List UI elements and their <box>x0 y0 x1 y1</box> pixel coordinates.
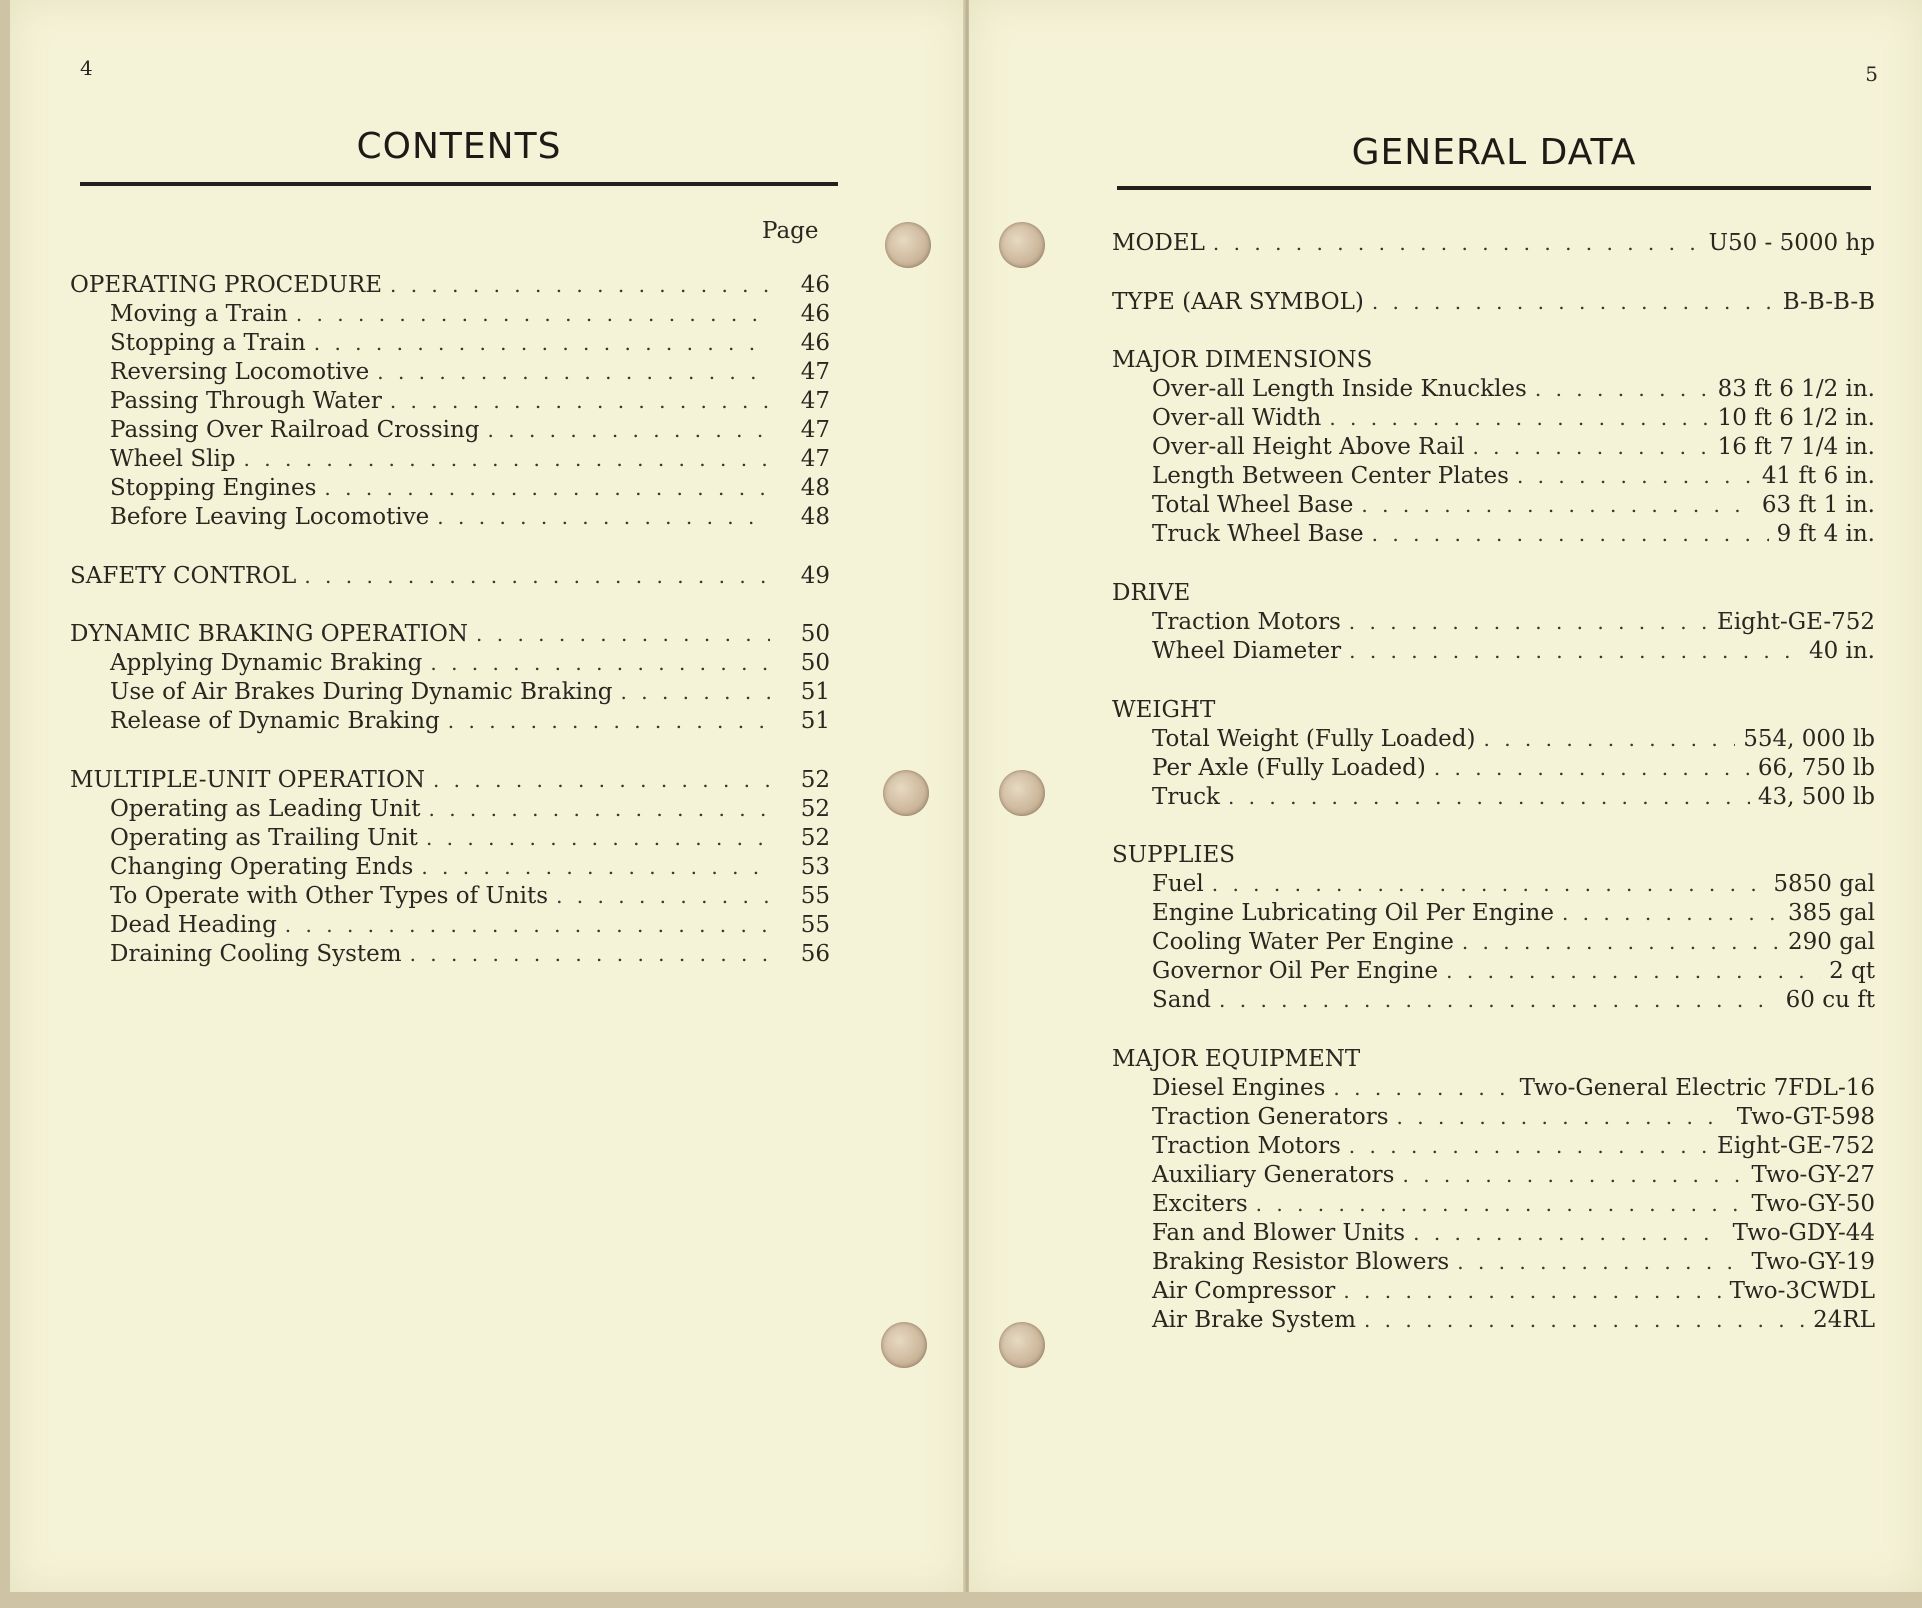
toc-item-label: Operating as Leading Unit <box>110 796 421 822</box>
dot-leader <box>285 913 770 937</box>
data-label: Over-all Height Above Rail <box>1152 434 1465 460</box>
data-row <box>1112 871 1875 900</box>
dot-leader <box>437 505 770 529</box>
data-value: 554, 000 lb <box>1743 726 1875 752</box>
data-group-heading-label: WEIGHT <box>1112 697 1216 723</box>
toc-page-number: 48 <box>800 504 830 530</box>
binder-hole <box>883 770 929 816</box>
dot-leader <box>1212 872 1766 896</box>
data-row <box>1112 900 1875 929</box>
toc-page-number: 46 <box>800 330 830 356</box>
toc-page-number: 47 <box>800 359 830 385</box>
data-label: Fan and Blower Units <box>1152 1220 1406 1246</box>
data-value: 385 gal <box>1787 900 1875 926</box>
dot-leader <box>1562 901 1780 925</box>
data-value: 43, 500 lb <box>1757 784 1875 810</box>
toc-page-number: 48 <box>800 475 830 501</box>
dot-leader <box>314 331 770 355</box>
toc-item-label: Moving a Train <box>110 301 288 327</box>
data-group-heading-label: MAJOR EQUIPMENT <box>1112 1046 1361 1072</box>
dot-leader <box>324 476 770 500</box>
data-label: Per Axle (Fully Loaded) <box>1152 755 1426 781</box>
data-label: Traction Generators <box>1152 1104 1389 1130</box>
toc-item <box>70 679 830 708</box>
data-row <box>1112 289 1875 318</box>
data-label: MODEL <box>1112 230 1205 256</box>
dot-leader <box>448 709 770 733</box>
dot-leader <box>1535 377 1710 401</box>
toc-item <box>70 330 830 359</box>
left-page <box>10 0 965 1592</box>
toc-page-number: 51 <box>800 708 830 734</box>
toc-item <box>70 708 830 737</box>
toc-item-label: Draining Cooling System <box>110 941 402 967</box>
data-row <box>1112 376 1875 405</box>
data-label: Traction Motors <box>1152 609 1341 635</box>
dot-leader <box>433 768 770 792</box>
toc-page-number: 52 <box>800 767 830 793</box>
data-row <box>1112 987 1875 1016</box>
dot-leader <box>488 418 770 442</box>
dot-leader <box>429 797 771 821</box>
data-value: B-B-B-B <box>1782 289 1875 315</box>
toc-page-number: 52 <box>800 796 830 822</box>
data-row <box>1112 434 1875 463</box>
toc-heading-label: SAFETY CONTROL <box>70 563 297 589</box>
data-value: 2 qt <box>1829 958 1875 984</box>
dot-leader <box>421 855 770 879</box>
dot-leader <box>556 884 770 908</box>
dot-leader <box>1349 1134 1709 1158</box>
data-group-heading-label: DRIVE <box>1112 580 1191 606</box>
data-value: Two-GDY-44 <box>1732 1220 1875 1246</box>
toc-page-number: 50 <box>800 650 830 676</box>
data-value: 5850 gal <box>1773 871 1875 897</box>
toc-item <box>70 388 830 417</box>
page-column-label: Page <box>762 218 819 244</box>
toc-page-number: 46 <box>800 301 830 327</box>
data-row <box>1112 726 1875 755</box>
data-row <box>1112 1162 1875 1191</box>
data-value: Two-GY-50 <box>1751 1191 1875 1217</box>
dot-leader <box>1472 435 1709 459</box>
data-label: Cooling Water Per Engine <box>1152 929 1454 955</box>
data-label: Braking Resistor Blowers <box>1152 1249 1450 1275</box>
data-row <box>1112 405 1875 434</box>
dot-leader <box>476 622 770 646</box>
data-value: 83 ft 6 1/2 in. <box>1717 376 1875 402</box>
data-value: U50 - 5000 hp <box>1708 230 1875 256</box>
toc-item-label: Stopping Engines <box>110 475 317 501</box>
page-number: 5 <box>1865 62 1878 86</box>
dot-leader <box>1333 1076 1511 1100</box>
dot-leader <box>304 564 770 588</box>
data-group-heading <box>1112 347 1875 376</box>
data-row <box>1112 492 1875 521</box>
data-row <box>1112 1191 1875 1220</box>
toc-item-label: Before Leaving Locomotive <box>110 504 430 530</box>
toc-item <box>70 941 830 970</box>
dot-leader <box>1462 930 1780 954</box>
data-label: Diesel Engines <box>1152 1075 1326 1101</box>
title-rule <box>1117 186 1871 190</box>
page-title: CONTENTS <box>356 126 562 167</box>
data-row <box>1112 1249 1875 1278</box>
dot-leader <box>296 302 770 326</box>
toc-item-label: To Operate with Other Types of Units <box>110 883 549 909</box>
toc-section-safety-control <box>70 563 830 592</box>
binder-hole <box>999 770 1045 816</box>
data-value: 10 ft 6 1/2 in. <box>1717 405 1875 431</box>
data-row <box>1112 1075 1875 1104</box>
data-row <box>1112 230 1875 259</box>
data-group-heading-label: SUPPLIES <box>1112 842 1235 868</box>
toc-heading <box>70 621 830 650</box>
toc-heading <box>70 563 830 592</box>
data-group-heading-label: MAJOR DIMENSIONS <box>1112 347 1373 373</box>
data-value: Two-3CWDL <box>1729 1278 1875 1304</box>
data-value: Two-GT-598 <box>1736 1104 1875 1130</box>
dot-leader <box>1517 464 1754 488</box>
data-row <box>1112 929 1875 958</box>
data-label: Truck <box>1152 784 1220 810</box>
binder-hole <box>881 1322 927 1368</box>
data-label: Traction Motors <box>1152 1133 1341 1159</box>
dot-leader <box>1446 959 1821 983</box>
data-row <box>1112 1133 1875 1162</box>
data-label: Auxiliary Generators <box>1152 1162 1395 1188</box>
page-number: 4 <box>80 56 93 80</box>
dot-leader <box>1256 1192 1744 1216</box>
toc-heading <box>70 767 830 796</box>
data-label: Over-all Length Inside Knuckles <box>1152 376 1527 402</box>
toc-item-label: Dead Heading <box>110 912 277 938</box>
data-group-heading <box>1112 697 1875 726</box>
dot-leader <box>390 389 770 413</box>
dot-leader <box>1213 231 1701 255</box>
dot-leader <box>1483 727 1735 751</box>
data-model <box>1112 230 1875 259</box>
binder-hole <box>999 1322 1045 1368</box>
data-label: Fuel <box>1152 871 1204 897</box>
data-row <box>1112 958 1875 987</box>
data-label: Truck Wheel Base <box>1152 521 1364 547</box>
data-group-heading <box>1112 580 1875 609</box>
toc-item <box>70 475 830 504</box>
toc-item <box>70 796 830 825</box>
data-label: Length Between Center Plates <box>1152 463 1509 489</box>
binder-hole <box>999 222 1045 268</box>
dot-leader <box>1434 756 1750 780</box>
toc-section-dynamic-braking <box>70 621 830 737</box>
dot-leader <box>1219 988 1778 1012</box>
toc-item-label: Applying Dynamic Braking <box>110 650 423 676</box>
dot-leader <box>1372 522 1769 546</box>
data-value: Two-GY-27 <box>1751 1162 1875 1188</box>
data-value: 60 cu ft <box>1785 987 1875 1013</box>
dot-leader <box>1329 406 1709 430</box>
dot-leader <box>426 826 770 850</box>
data-label: Air Compressor <box>1152 1278 1336 1304</box>
toc-item-label: Reversing Locomotive <box>110 359 370 385</box>
data-label: Wheel Diameter <box>1152 638 1342 664</box>
data-group-major-dimensions <box>1112 347 1875 550</box>
dot-leader <box>621 680 770 704</box>
data-row <box>1112 1220 1875 1249</box>
right-page <box>969 0 1922 1592</box>
data-value: 16 ft 7 1/4 in. <box>1717 434 1875 460</box>
data-label: Air Brake System <box>1152 1307 1356 1333</box>
data-label: Engine Lubricating Oil Per Engine <box>1152 900 1554 926</box>
toc-page-number: 56 <box>800 941 830 967</box>
dot-leader <box>1372 290 1775 314</box>
data-row <box>1112 1104 1875 1133</box>
data-group-supplies <box>1112 842 1875 1016</box>
toc-item-label: Release of Dynamic Braking <box>110 708 440 734</box>
toc-page-number: 53 <box>800 854 830 880</box>
toc-item <box>70 912 830 941</box>
dot-leader <box>1413 1221 1725 1245</box>
toc-page-number: 52 <box>800 825 830 851</box>
data-value: 290 gal <box>1787 929 1875 955</box>
toc-item <box>70 359 830 388</box>
data-value: Eight-GE-752 <box>1717 1133 1875 1159</box>
data-label: Over-all Width <box>1152 405 1322 431</box>
data-value: Two-GY-19 <box>1751 1249 1875 1275</box>
toc-page-number: 55 <box>800 883 830 909</box>
data-label: Total Weight (Fully Loaded) <box>1152 726 1476 752</box>
toc-page-number: 49 <box>800 563 830 589</box>
data-row <box>1112 1278 1875 1307</box>
toc-item <box>70 504 830 533</box>
data-group-heading <box>1112 1046 1875 1075</box>
data-label: Governor Oil Per Engine <box>1152 958 1439 984</box>
data-label: Exciters <box>1152 1191 1248 1217</box>
dot-leader <box>1343 1279 1721 1303</box>
data-value: 9 ft 4 in. <box>1776 521 1875 547</box>
dot-leader <box>1457 1250 1743 1274</box>
data-row <box>1112 463 1875 492</box>
data-group-weight <box>1112 697 1875 813</box>
data-row <box>1112 638 1875 667</box>
dot-leader <box>1349 639 1801 663</box>
dot-leader <box>1361 493 1754 517</box>
data-value: 40 in. <box>1808 638 1875 664</box>
toc-item-label: Wheel Slip <box>110 446 236 472</box>
dot-leader <box>1228 785 1750 809</box>
toc-page-number: 55 <box>800 912 830 938</box>
data-row <box>1112 609 1875 638</box>
dot-leader <box>244 447 770 471</box>
toc-section-multiple-unit <box>70 767 830 970</box>
toc-item <box>70 446 830 475</box>
dot-leader <box>430 651 770 675</box>
toc-page-number: 50 <box>800 621 830 647</box>
data-value: 66, 750 lb <box>1757 755 1875 781</box>
dot-leader <box>390 273 770 297</box>
toc-item-label: Passing Through Water <box>110 388 382 414</box>
dot-leader <box>1364 1308 1805 1332</box>
toc-item <box>70 301 830 330</box>
toc-page-number: 46 <box>800 272 830 298</box>
data-group-heading <box>1112 842 1875 871</box>
toc-item <box>70 650 830 679</box>
data-value: Two-General Electric 7FDL-16 <box>1519 1075 1875 1101</box>
data-type <box>1112 289 1875 318</box>
data-row <box>1112 521 1875 550</box>
data-value: 41 ft 6 in. <box>1761 463 1875 489</box>
toc-section-operating-procedure <box>70 272 830 533</box>
toc-heading <box>70 272 830 301</box>
toc-item-label: Passing Over Railroad Crossing <box>110 417 480 443</box>
toc-item <box>70 883 830 912</box>
toc-page-number: 47 <box>800 446 830 472</box>
toc-page-number: 51 <box>800 679 830 705</box>
dot-leader <box>410 942 770 966</box>
dot-leader <box>1397 1105 1729 1129</box>
data-row <box>1112 784 1875 813</box>
toc-item <box>70 417 830 446</box>
toc-page-number: 47 <box>800 417 830 443</box>
data-value: Eight-GE-752 <box>1717 609 1875 635</box>
toc-item-label: Stopping a Train <box>110 330 306 356</box>
toc-item <box>70 854 830 883</box>
toc-page-number: 47 <box>800 388 830 414</box>
data-label: Sand <box>1152 987 1212 1013</box>
data-group-drive <box>1112 580 1875 667</box>
data-group-major-equipment <box>1112 1046 1875 1336</box>
toc-heading-label: MULTIPLE-UNIT OPERATION <box>70 767 425 793</box>
toc-item <box>70 825 830 854</box>
page-title: GENERAL DATA <box>1351 132 1637 173</box>
data-row <box>1112 1307 1875 1336</box>
binder-hole <box>885 222 931 268</box>
dot-leader <box>377 360 770 384</box>
data-label: Total Wheel Base <box>1152 492 1354 518</box>
toc-item-label: Operating as Trailing Unit <box>110 825 418 851</box>
toc-heading-label: DYNAMIC BRAKING OPERATION <box>70 621 469 647</box>
dot-leader <box>1402 1163 1743 1187</box>
data-row <box>1112 755 1875 784</box>
toc-heading-label: OPERATING PROCEDURE <box>70 272 382 298</box>
data-value: 63 ft 1 in. <box>1761 492 1875 518</box>
data-label: TYPE (AAR SYMBOL) <box>1112 289 1364 315</box>
dot-leader <box>1349 610 1709 634</box>
toc-item-label: Use of Air Brakes During Dynamic Braking <box>110 679 613 705</box>
title-rule <box>80 182 838 186</box>
data-value: 24RL <box>1813 1307 1875 1333</box>
toc-item-label: Changing Operating Ends <box>110 854 414 880</box>
